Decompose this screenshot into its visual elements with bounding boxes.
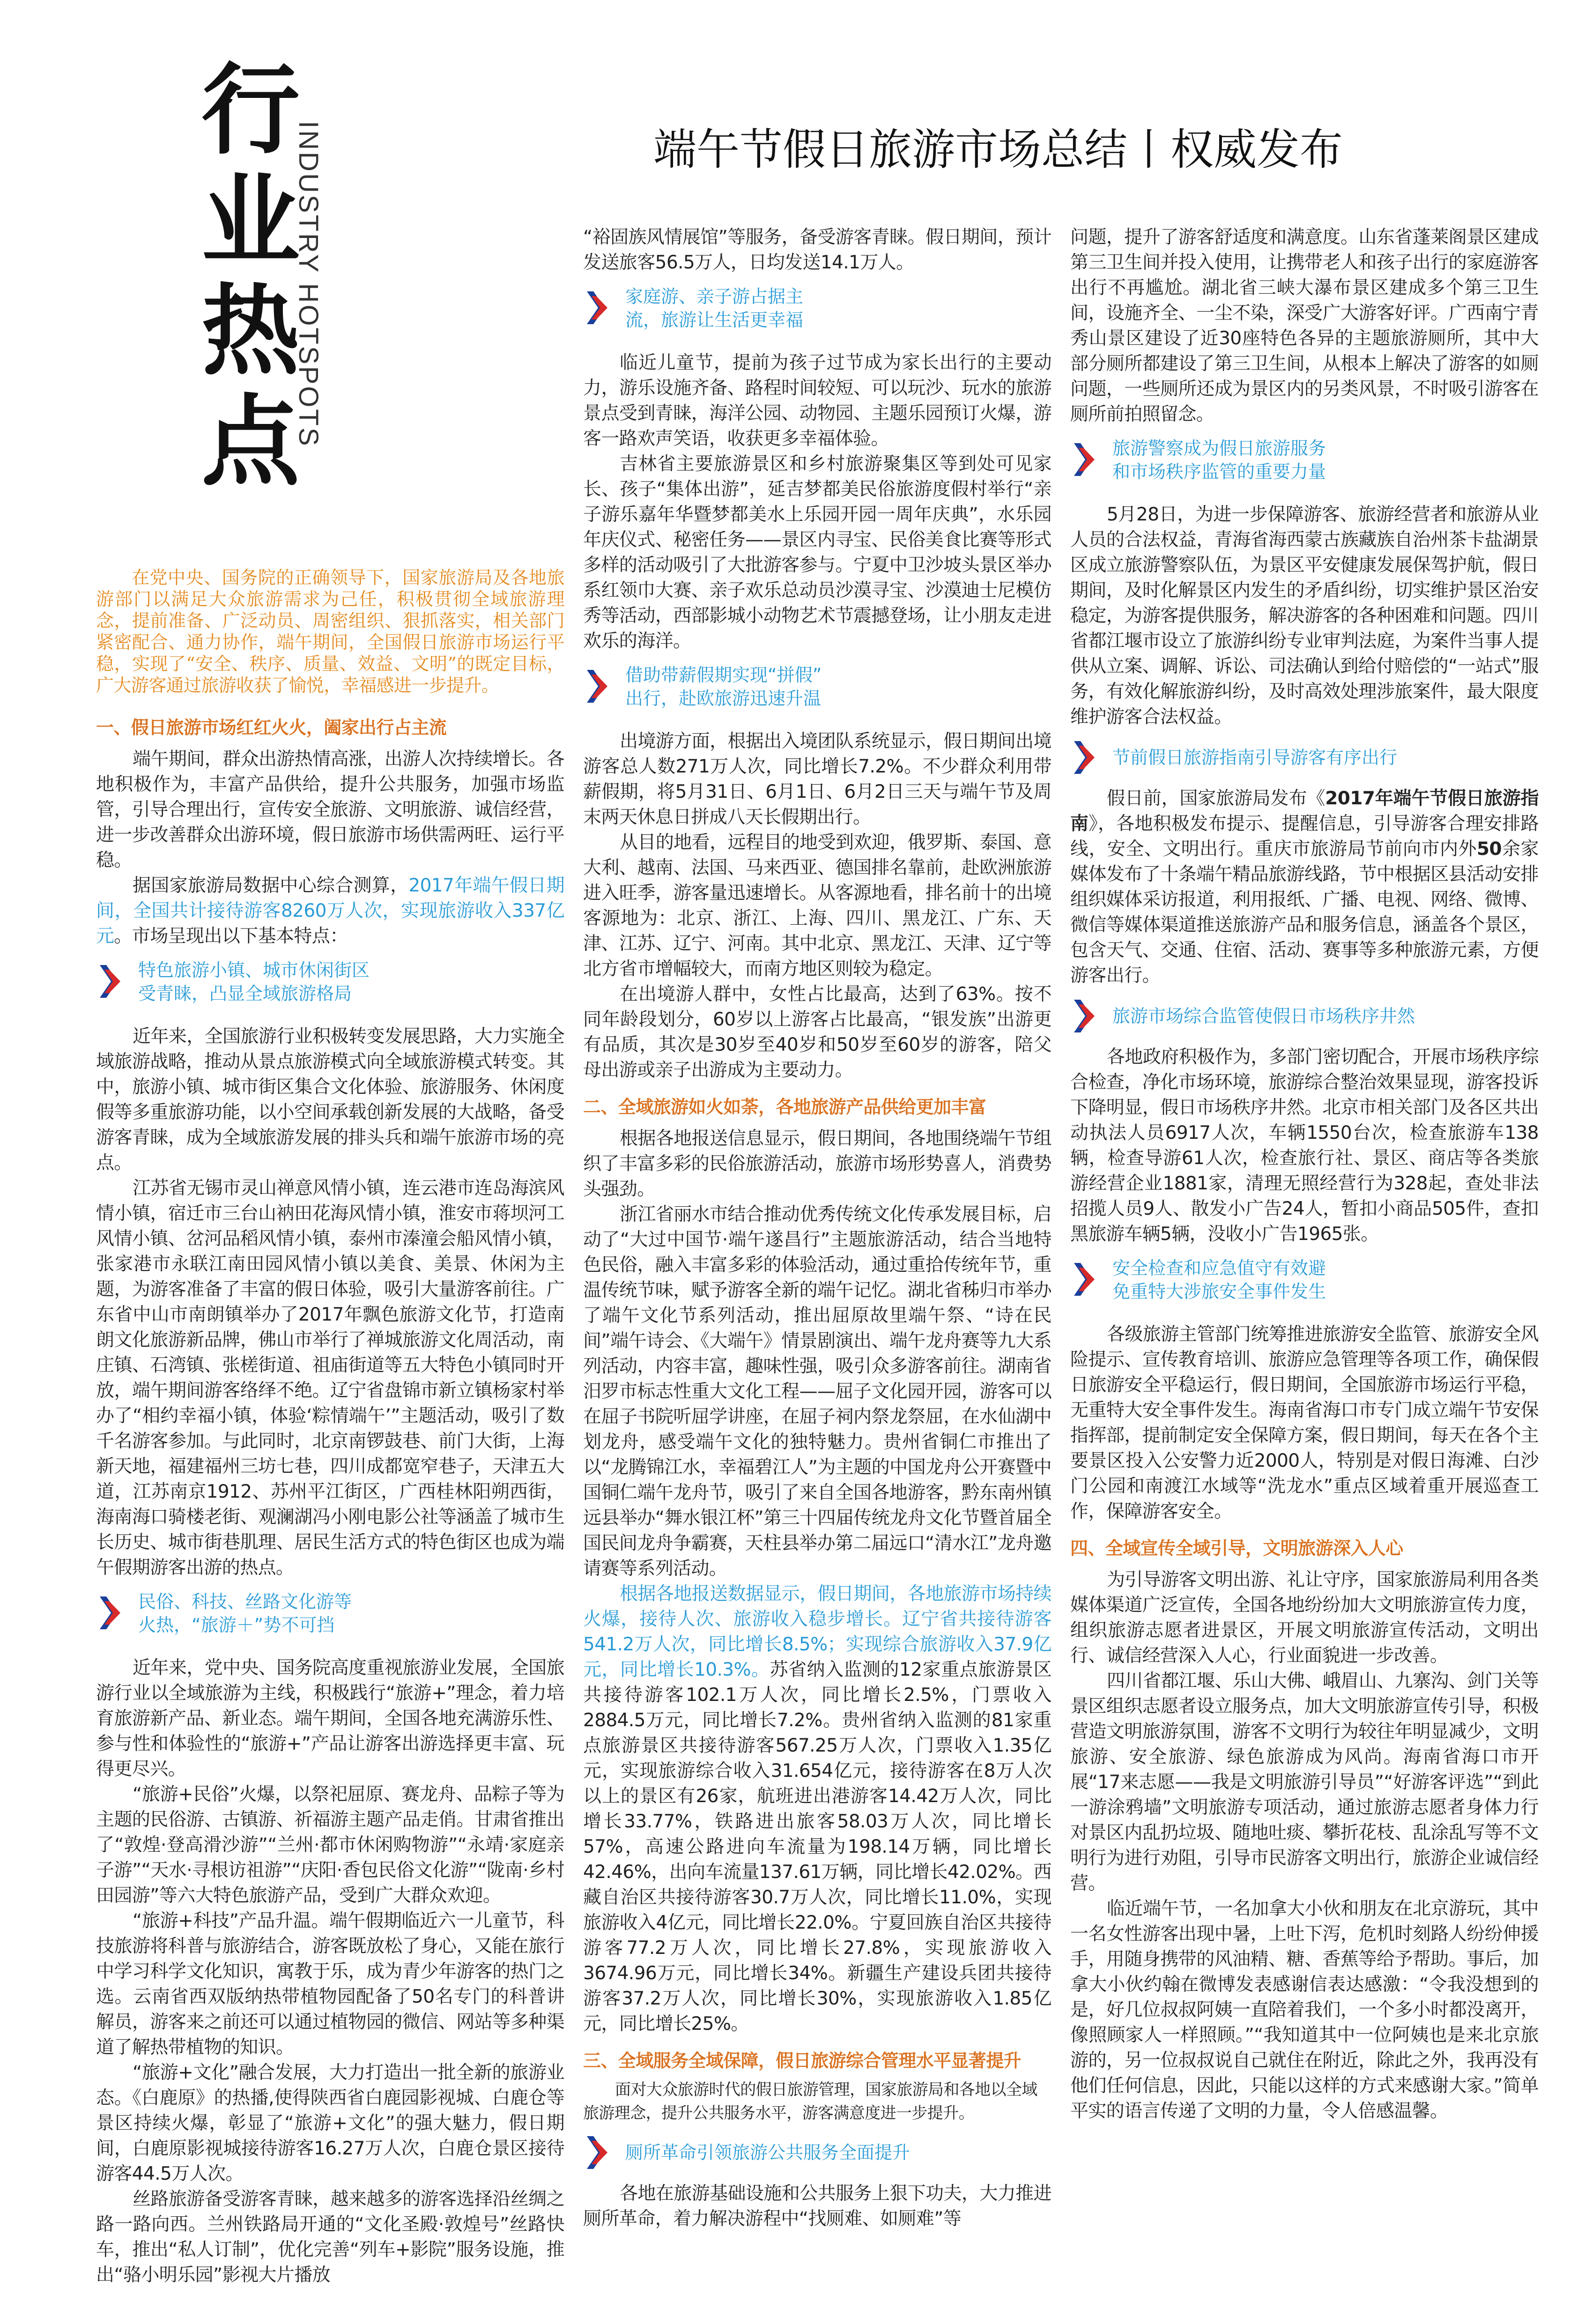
section-title-char: 行: [201, 53, 300, 168]
section-title-char: 点: [201, 385, 300, 499]
chevron-arrow-icon: [1074, 443, 1095, 476]
paragraph: 近年来，党中央、国务院高度重视旅游业发展，全国旅游行业以全域旅游为主线，积极践行“旅游+”理念，着力培育旅游新产品、新业态。端午期间，全国各地充满游乐性、参与性和体验性的“旅游+”产品让游客出游选择更丰富、玩得更尽兴。: [96, 1657, 564, 1780]
section-heading-2: 二、全域旅游如火如荼，各地旅游产品供给更加丰富: [583, 1097, 986, 1117]
paragraph: 从目的地看，远程目的地受到欢迎，俄罗斯、泰国、意大利、越南、法国、马来西亚、德国排名靠前，赴欧洲旅游进入旺季，游客量迅速增长。从客源地看，排名前十的出境客源地为：北京、浙江、上海、四川、黑龙江、广东、天津、江苏、辽宁、河南。其中北京、黑龙江、天津、辽宁等北方省市增幅较大，而南方地区则较为稳定。: [583, 832, 1051, 980]
subheading: [96, 958, 564, 1015]
paragraph: 江苏省无锡市灵山禅意风情小镇，连云港市连岛海滨风情小镇，宿迁市三台山衲田花海风情小镇，淮安市蒋坝河工风情小镇、岔河品稻风情小镇，泰州市溱潼会船风情小镇，张家港市永联江南田园风情小镇以美食、美景、休闲为主题，为游客准备了丰富的假日体验，吸引大量游客前往。广东省中山市南朗镇举办了2017年飘色旅游文化节，打造南朗文化旅游新品牌，佛山市举行了禅城旅游文化周活动，南庄镇、石湾镇、张槎街道、祖庙街道等五大特色小镇同时开放，端午期间游客络绎不绝。辽宁省盘锦市新立镇杨家村举办了“相约幸福小镇，体验‘粽情端午’”主题活动，吸引了数千名游客参加。与此同时，北京南锣鼓巷、前门大街，上海新天地，福建福州三坊七巷，四川成都宽窄巷子，天津五大道，江苏南京1912、苏州平江街区，广西桂林阳朔西街，海南海口骑楼老街、观澜湖冯小刚电影公社等涵盖了城市生长历史、城市街巷肌理、居民生活方式的特色街区也成为端午假期游客出游的热点。: [96, 1178, 564, 1578]
subheading-line: 旅游警察成为假日旅游服务: [1112, 438, 1326, 459]
section-title-char: 业: [201, 163, 300, 278]
section-heading-3: 三、全域服务全域保障，假日旅游综合管理水平显著提升: [583, 2050, 1022, 2071]
headline: 端午节假日旅游市场总结丨权威发布: [653, 125, 1343, 175]
paragraph: 5月28日，为进一步保障游客、旅游经营者和旅游从业人员的合法权益，青海省海西蒙古族藏族自治州茶卡盐湖景区成立旅游警察队伍，为景区平安健康发展保驾护航，假日期间，及时化解景区内发生的矛盾纠纷，切实维护景区治安稳定，为游客提供服务，解决游客的各种困难和问题。四川省都江堰市设立了旅游纠纷专业审判法庭，为案件当事人提供从立案、调解、诉讼、司法确认到给付赔偿的“一站式”服务，有效化解旅游纠纷，及时高效处理涉旅案件，最大限度维护游客合法权益。: [1070, 504, 1539, 728]
paragraph: “裕固族风情展馆”等服务，备受游客青睐。假日期间，预计发送旅客56.5万人，日均发送14.1万人。: [583, 227, 1051, 273]
paragraph: 吉林省主要旅游景区和乡村旅游聚集区等到处可见家长、孩子“集体出游”，延吉梦都美民俗旅游度假村举行“亲子游乐嘉年华暨梦都美水上乐园开园一周年庆典”，水乐园年庆仪式、秘密任务——景区内寻宝、民俗美食比赛等形式多样的活动吸引了大批游客参与。宁夏中卫沙坡头景区举办系红领巾大赛、亲子欢乐总动员沙漠寻宝、沙漠迪士尼模仿秀等活动，西部影城小动物艺术节震撼登场，让小朋友走进欢乐的海洋。: [583, 453, 1051, 652]
section-title-en: INDUSTRY HOTSPOTS: [293, 121, 324, 448]
paragraph: “旅游+文化”融合发展，大力打造出一批全新的旅游业态。《白鹿原》的热播,使得陕西省白鹿园影视城、白鹿仓等景区持续火爆，彰显了“旅游+文化”的强大魅力，假日期间，白鹿原影视城接待游客16.27万人次，白鹿仓景区接待游客44.5万人次。: [96, 2062, 564, 2184]
subheading-line: 和市场秩序监管的重要力量: [1112, 461, 1326, 482]
paragraph: 在出境游人群中，女性占比最高，达到了63%。按不同年龄段划分，60岁以上游客占比最高，“银发族”出游更有品质，其次是30岁至40岁和50岁至60岁的游客，陪父母出游或亲子出游成为主要动力。: [583, 984, 1051, 1081]
paragraph: 各地政府积极作为，多部门密切配合，开展市场秩序综合检查，净化市场环境，旅游综合整治效果显现，游客投诉下降明显，假日市场秩序井然。北京市相关部门及各区共出动执法人员6917人次，车辆1550台次，检查旅游车138辆，检查导游61人次，检查旅行社、景区、商店等各类旅游经营企业1881家，清理无照经营行为328起，查处非法招揽人员9人、散发小广告24人，暂扣小商品505件，查扣黑旅游车辆5辆，没收小广告1965张。: [1070, 1047, 1539, 1245]
paragraph: 四川省都江堰、乐山大佛、峨眉山、九寨沟、剑门关等景区组织志愿者设立服务点，加大文明旅游宣传引导，积极营造文明旅游氛围，游客不文明行为较往年明显减少，文明旅游、安全旅游、绿色旅游成为风尚。海南省海口市开展“17来志愿——我是文明旅游引导员”“好游客评选”“到此一游涂鸦墙”文明旅游专项活动，通过旅游志愿者身体力行对景区内乱扔垃圾、随地吐痰、攀折花枝、乱涂乱写等不文明行为进行劝阻，引导市民游客文明出行，旅游企业诚信经营。: [1070, 1671, 1539, 1894]
paragraph: 浙江省丽水市结合推动优秀传统文化传承发展目标，启动了“大过中国节·端午遂昌行”主题旅游活动，结合当地特色民俗，融入丰富多彩的体验活动，通过重拾传统年节，重温传统节味，赋予游客全新的端午记忆。湖北省秭归市举办了端午文化节系列活动，推出屈原故里端午祭、“诗在民间”端午诗会、《大端午》情景剧演出、端午龙舟赛等九大系列活动，内容丰富，趣味性强，吸引众多游客前往。湖南省汨罗市标志性重大文化工程——屈子文化园开园，游客可以在屈子书院听屈学讲座，在屈子祠内祭龙祭屈，在水仙湖中划龙舟，感受端午文化的独特魅力。贵州省铜仁市推出了以“龙腾锦江水，幸福碧江人”为主题的中国龙舟公开赛暨中国铜仁端午龙舟节，吸引了来自全国各地游客，黔东南州镇远县举办“舞水银江杯”第三十四届传统龙舟文化节暨首届全国民间龙舟争霸赛，天柱县举办第二届远口“清水江”龙舟邀请赛等系列活动。: [583, 1204, 1051, 1579]
chevron-arrow-icon: [587, 670, 607, 703]
section-heading-4: 四、全域宣传全域引导，文明旅游深入人心: [1070, 1538, 1403, 1559]
subheading: [583, 663, 1051, 720]
paragraph: 丝路旅游备受游客青睐，越来越多的游客选择沿丝绸之路一路向西。兰州铁路局开通的“文化圣殿·敦煌号”丝路快车，推出“私人订制”，优化完善“列车+影院”服务设施，推出“骆小明乐园”影视大片播放: [96, 2189, 564, 2286]
paragraph: 根据各地报送数据显示，假日期间，各地旅游市场持续火爆，接待人次、旅游收入稳步增长。辽宁省共接待游客541.2万人次，同比增长8.5%；实现综合旅游收入37.9亿元，同比增长10.3%。苏省纳入监测的12家重点旅游景区共接待游客102.1万人次，同比增长2.5%，门票收入2884.5万元，同比增长7.2%。贵州省纳入监测的81家重点旅游景区共接待游客567.25万人次，门票收入1.35亿元，实现旅游综合收入31.654亿元，接待游客在8万人次以上的景区有26家，航班进出港游客14.42万人次，同比增长33.77%，铁路进出旅客58.03万人次，同比增长57%，高速公路进向车流量为198.14万辆，同比增长42.46%，出向车流量137.61万辆，同比增长42.02%。西藏自治区共接待游客30.7万人次，同比增长11.0%，实现旅游收入4亿元，同比增长22.0%。宁夏回族自治区共接待游客77.2万人次，同比增长27.8%，实现旅游收入3674.96万元，同比增长34%。新疆生产建设兵团共接待游客37.2万人次，同比增长30%，实现旅游收入1.85亿元，同比增长25%。: [583, 1583, 1051, 2034]
section-heading-1: 一、假日旅游市场红红火火，阖家出行占主流: [96, 717, 447, 738]
subheading-line: 免重特大涉旅安全事件发生: [1112, 1281, 1326, 1302]
subheading-line: 出行，赴欧旅游迅速升温: [625, 688, 822, 709]
paragraph: 假日前，国家旅游局发布《2017年端午节假日旅游指南》，各地积极发布提示、提醒信息，引导游客合理安排路线，安全、文明出行。重庆市旅游局节前向市内外50余家媒体发布了十条端午精品旅游线路，节中根据区县活动安排组织媒体采访报道，利用报纸、广播、电视、网络、微博、微信等媒体渠道推送旅游产品和服务信息，涵盖各个景区，包含天气、交通、住宿、活动、赛事等多种旅游元素，方便游客出行。: [1070, 788, 1539, 986]
subheading: [583, 2134, 1051, 2172]
paragraph: 临近儿童节，提前为孩子过节成为家长出行的主要动力，游乐设施齐备、路程时间较短、可以玩沙、玩水的旅游景点受到青睐，海洋公园、动物园、主题乐园预订火爆，游客一路欢声笑语，收获更多幸福体验。: [583, 352, 1051, 449]
paragraph: 各级旅游主管部门统筹推进旅游安全监管、旅游安全风险提示、宣传教育培训、旅游应急管理等各项工作，确保假日旅游安全平稳运行，假日期间，全国旅游市场运行平稳，无重特大安全事件发生。海南省海口市专门成立端午节安保指挥部，提前制定安全保障方案，假日期间，每天在各个主要景区投入公安警力近2000人，特别是对假日海滩、白沙门公园和南渡江水域等“洗龙水”重点区域着重开展巡查工作，保障游客安全。: [1070, 1324, 1539, 1522]
intro-paragraph: 在党中央、国务院的正确领导下，国家旅游局及各地旅游部门以满足大众旅游需求为己任，积极贯彻全域旅游理念，提前准备、广泛动员、周密组织、狠抓落实，相关部门紧密配合、通力协作，端午期间，全国假日旅游市场运行平稳，实现了“安全、秩序、质量、效益、文明”的既定目标，广大游客通过旅游收获了愉悦，幸福感进一步提升。: [96, 567, 564, 696]
column-3: [1070, 225, 1539, 2124]
subheading: [1070, 1256, 1539, 1313]
chevron-arrow-icon: [1074, 1000, 1095, 1032]
subheading-line: 节前假日旅游指南引导游客有序出行: [1112, 747, 1398, 768]
paragraph: 近年来，全国旅游行业积极转变发展思路，大力实施全域旅游战略，推动从景点旅游模式向全域旅游模式转变。其中，旅游小镇、城市街区集合文化体验、旅游服务、休闲度假等多重旅游功能，以小空间承载创新发展的大战略，备受游客青睐，成为全域旅游发展的排头兵和端午旅游市场的亮点。: [96, 1026, 564, 1173]
chevron-arrow-icon: [587, 291, 607, 324]
subheading: [1070, 437, 1539, 493]
paragraph: “旅游+民俗”火爆，以祭祀屈原、赛龙舟、品粽子等为主题的民俗游、古镇游、祈福游主题产品走俏。甘肃省推出了“敦煌·登高滑沙游”“兰州·都市休闲购物游”“永靖·家庭亲子游”“天水·寻根访祖游”“庆阳·香包民俗文化游”“陇南·乡村田园游”等六大特色旅游产品，受到广大群众欢迎。: [96, 1784, 564, 1906]
paragraph: 端午期间，群众出游热情高涨，出游人次持续增长。各地积极作为，丰富产品供给，提升公共服务，加强市场监管，引导合理出行，宣传安全旅游、文明旅游、诚信经营，进一步改善群众出游环境，假日旅游市场供需两旺、运行平稳。: [96, 749, 564, 871]
column-2: [583, 225, 1051, 2232]
paragraph: 根据各地报送信息显示，假日期间，各地围绕端午节组织了丰富多彩的民俗旅游活动，旅游市场形势喜人，消费势头强劲。: [583, 1128, 1051, 1200]
subheading-line: 流，旅游让生活更幸福: [625, 310, 804, 330]
paragraph: 为引导游客文明出游、礼让守序，国家旅游局利用各类媒体渠道广泛宣传，全国各地纷纷加大文明旅游宣传力度，组织旅游志愿者进景区，开展文明旅游宣传活动，文明出行、诚信经营深入人心，行业面貌进一步改善。: [1070, 1569, 1539, 1666]
subheading-line: 特色旅游小镇、城市休闲街区: [138, 960, 370, 980]
subheading-line: 家庭游、亲子游占据主: [625, 286, 804, 307]
highlight-text: 2017年端午假日期间，全国共计接待游客8260万人次，实现旅游收入337亿元: [96, 875, 564, 947]
column-1: [96, 567, 564, 2288]
subheading: [1070, 998, 1539, 1035]
chevron-arrow-icon: [1074, 1263, 1095, 1296]
subheading: [583, 285, 1051, 341]
highlight-text: 根据各地报送数据显示，假日期间，各地旅游市场持续火爆，接待人次、旅游收入稳步增长。辽宁省共接待游客541.2万人次，同比增长8.5%；实现综合旅游收入37.9亿元，同比增长10.3%。: [583, 1583, 1051, 1680]
chevron-arrow-icon: [100, 1596, 120, 1629]
paragraph: 面对大众旅游时代的假日旅游管理，国家旅游局和各地以全域旅游理念，提升公共服务水平，游客满意度进一步提升。: [583, 2080, 1037, 2123]
subheading-line: 受青睐，凸显全域旅游格局: [138, 983, 352, 1004]
chevron-arrow-icon: [587, 2136, 607, 2169]
subheading-line: 民俗、科技、丝路文化游等: [138, 1591, 352, 1612]
subheading-line: 旅游市场综合监管使假日市场秩序井然: [1112, 1006, 1415, 1026]
subheading: [96, 1590, 564, 1646]
paragraph: 据国家旅游局数据中心综合测算，2017年端午假日期间，全国共计接待游客8260万人次，实现旅游收入337亿元。市场呈现出以下基本特点：: [96, 875, 564, 947]
paragraph: “旅游+科技”产品升温。端午假期临近六一儿童节，科技旅游将科普与旅游结合，游客既放松了身心，又能在旅行中学习科学文化知识，寓教于乐，成为青少年游客的热门之选。云南省西双版纳热带植物园配备了50名专门的科普讲解员，游客来之前还可以通过植物园的微信、网站等多种渠道了解热带植物的知识。: [96, 1910, 564, 2058]
subheading-line: 安全检查和应急值守有效避: [1112, 1258, 1326, 1278]
subheading-line: 借助带薪假期实现“拼假”: [625, 665, 822, 685]
paragraph: 临近端午节，一名加拿大小伙和朋友在北京游玩，其中一名女性游客出现中暑，上吐下泻，危机时刻路人纷纷伸援手，用随身携带的风油精、糖、香蕉等给予帮助。事后，加拿大小伙约翰在微博发表感谢信表达感激：“令我没想到的是，好几位叔叔阿姨一直陪着我们，一个多小时都没离开，像照顾家人一样照顾。”“我知道其中一位阿姨也是来北京旅游的，另一位叔叔说自己就住在附近，除此之外，我再没有他们任何信息，因此，只能以这样的方式来感谢大家。”简单平实的语言传递了文明的力量，令人倍感温馨。: [1070, 1898, 1539, 2122]
section-title-char: 热: [201, 274, 300, 389]
paragraph: 出境游方面，根据出入境团队系统显示，假日期间出境游客总人数271万人次，同比增长7.2%。不少群众利用带薪假期，将5月31日、6月1日、6月2日三天与端午节及周末两天休息日拼成八天长假期出行。: [583, 731, 1051, 828]
subheading-line: 火热，“旅游＋”势不可挡: [138, 1615, 335, 1635]
subheading-line: 厕所革命引领旅游公共服务全面提升: [625, 2142, 911, 2163]
chevron-arrow-icon: [100, 965, 120, 998]
paragraph: 问题，提升了游客舒适度和满意度。山东省蓬莱阁景区建成第三卫生间并投入使用，让携带老人和孩子出行的家庭游客出行不再尴尬。湖北省三峡大瀑布景区建成多个第三卫生间，设施齐全、一尘不染，深受广大游客好评。广西南宁青秀山景区建设了近30座特色各异的主题旅游厕所，其中大部分厕所都建设了第三卫生间，从根本上解决了游客的如厕问题，一些厕所还成为景区内的另类风景，不时吸引游客在厕所前拍照留念。: [1070, 227, 1539, 425]
paragraph: 各地在旅游基础设施和公共服务上狠下功夫，大力推进厕所革命，着力解决游程中“找厕难、如厕难”等: [583, 2183, 1051, 2229]
subheading: [1070, 739, 1539, 777]
chevron-arrow-icon: [1074, 741, 1095, 774]
